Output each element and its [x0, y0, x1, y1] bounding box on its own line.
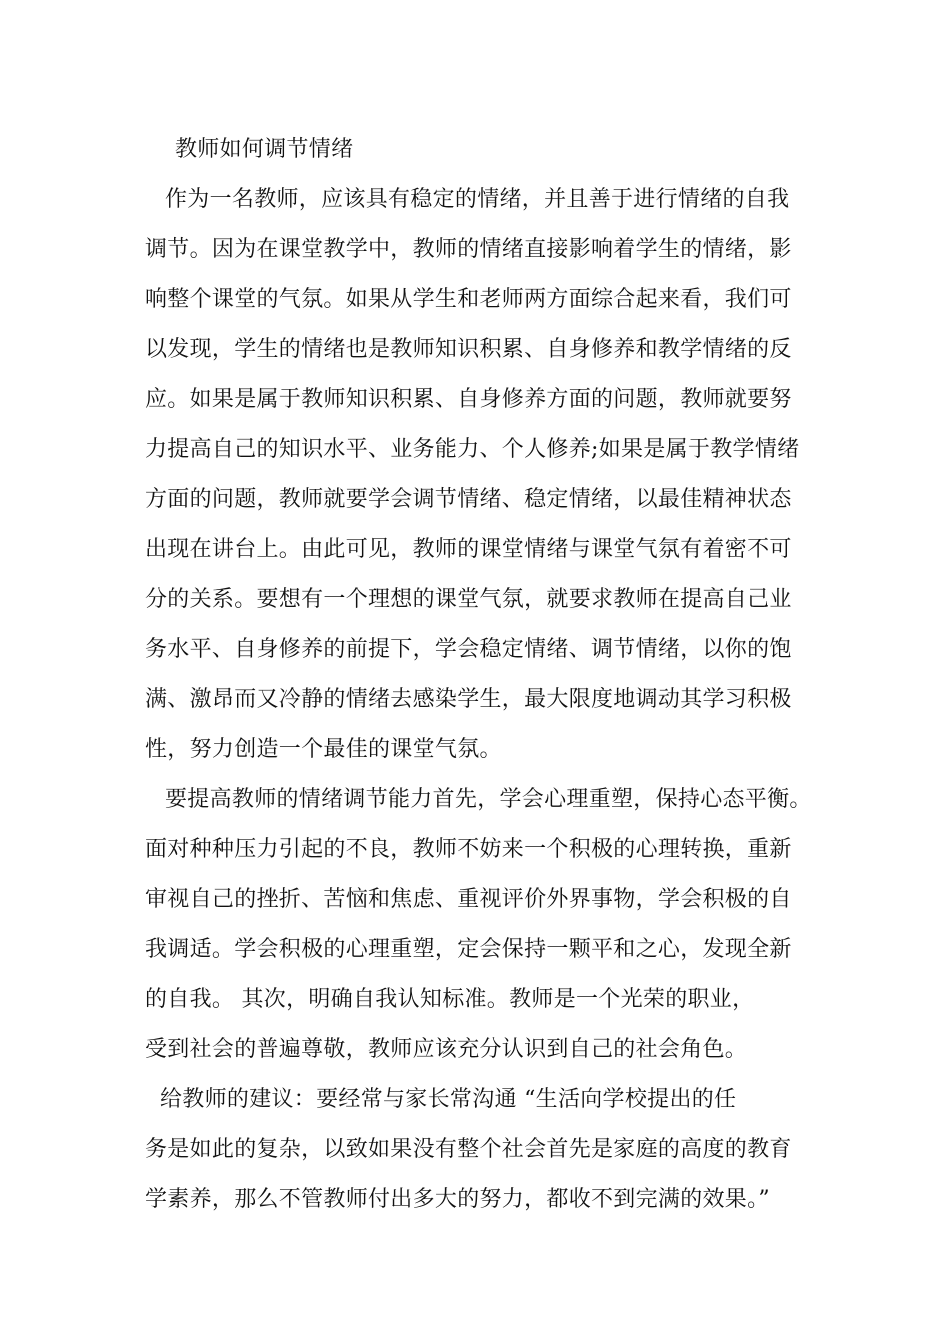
paragraph-line: 应。如果是属于教师知识积累、自身修养方面的问题，教师就要努	[145, 387, 792, 412]
paragraph-line: 作为一名教师，应该具有稳定的情绪，并且善于进行情绪的自我	[165, 187, 790, 212]
paragraph-line: 以发现，学生的情绪也是教师知识积累、自身修养和教学情绪的反	[145, 337, 792, 362]
paragraph-line: 性，努力创造一个最佳的课堂气氛。	[145, 737, 502, 762]
paragraph-line: 面对种种压力引起的不良，教师不妨来一个积极的心理转换，重新	[145, 837, 792, 862]
paragraph-line: 出现在讲台上。由此可见，教师的课堂情绪与课堂气氛有着密不可	[145, 537, 792, 562]
paragraph-line: 务水平、自身修养的前提下，学会稳定情绪、调节情绪，以你的饱	[145, 637, 792, 662]
paragraph-line: 调节。因为在课堂教学中，教师的情绪直接影响着学生的情绪，影	[145, 237, 792, 262]
paragraph-line: 审视自己的挫折、苦恼和焦虑、重视评价外界事物，学会积极的自	[145, 887, 792, 912]
paragraph-line: 受到社会的普遍尊敬，教师应该充分认识到自己的社会角色。	[145, 1037, 748, 1062]
paragraph-line: 响整个课堂的气氛。如果从学生和老师两方面综合起来看，我们可	[145, 287, 792, 312]
paragraph-line: 务是如此的复杂，以致如果没有整个社会首先是家庭的高度的教育	[145, 1137, 792, 1162]
paragraph-line: 要提高教师的情绪调节能力首先，学会心理重塑，保持心态平衡。	[165, 787, 812, 812]
document-title: 教师如何调节情绪	[175, 137, 354, 162]
paragraph-line: 力提高自己的知识水平、业务能力、个人修养;如果是属于教学情绪	[145, 437, 800, 462]
paragraph-line: 分的关系。要想有一个理想的课堂气氛，就要求教师在提高自己业	[145, 587, 792, 612]
paragraph-line: 的自我。 其次，明确自我认知标准。教师是一个光荣的职业，	[145, 987, 755, 1012]
paragraph-line: 满、激昂而又冷静的情绪去感染学生，最大限度地调动其学习积极	[145, 687, 792, 712]
paragraph-line: 方面的问题，教师就要学会调节情绪、稳定情绪，以最佳精神状态	[145, 487, 792, 512]
paragraph-line: 给教师的建议：要经常与家长常沟通 “生活向学校提出的任	[160, 1087, 737, 1112]
paragraph-line: 学素养，那么不管教师付出多大的努力，都收不到完满的效果。”	[145, 1187, 770, 1212]
paragraph-line: 我调适。学会积极的心理重塑，定会保持一颗平和之心，发现全新	[145, 937, 792, 962]
